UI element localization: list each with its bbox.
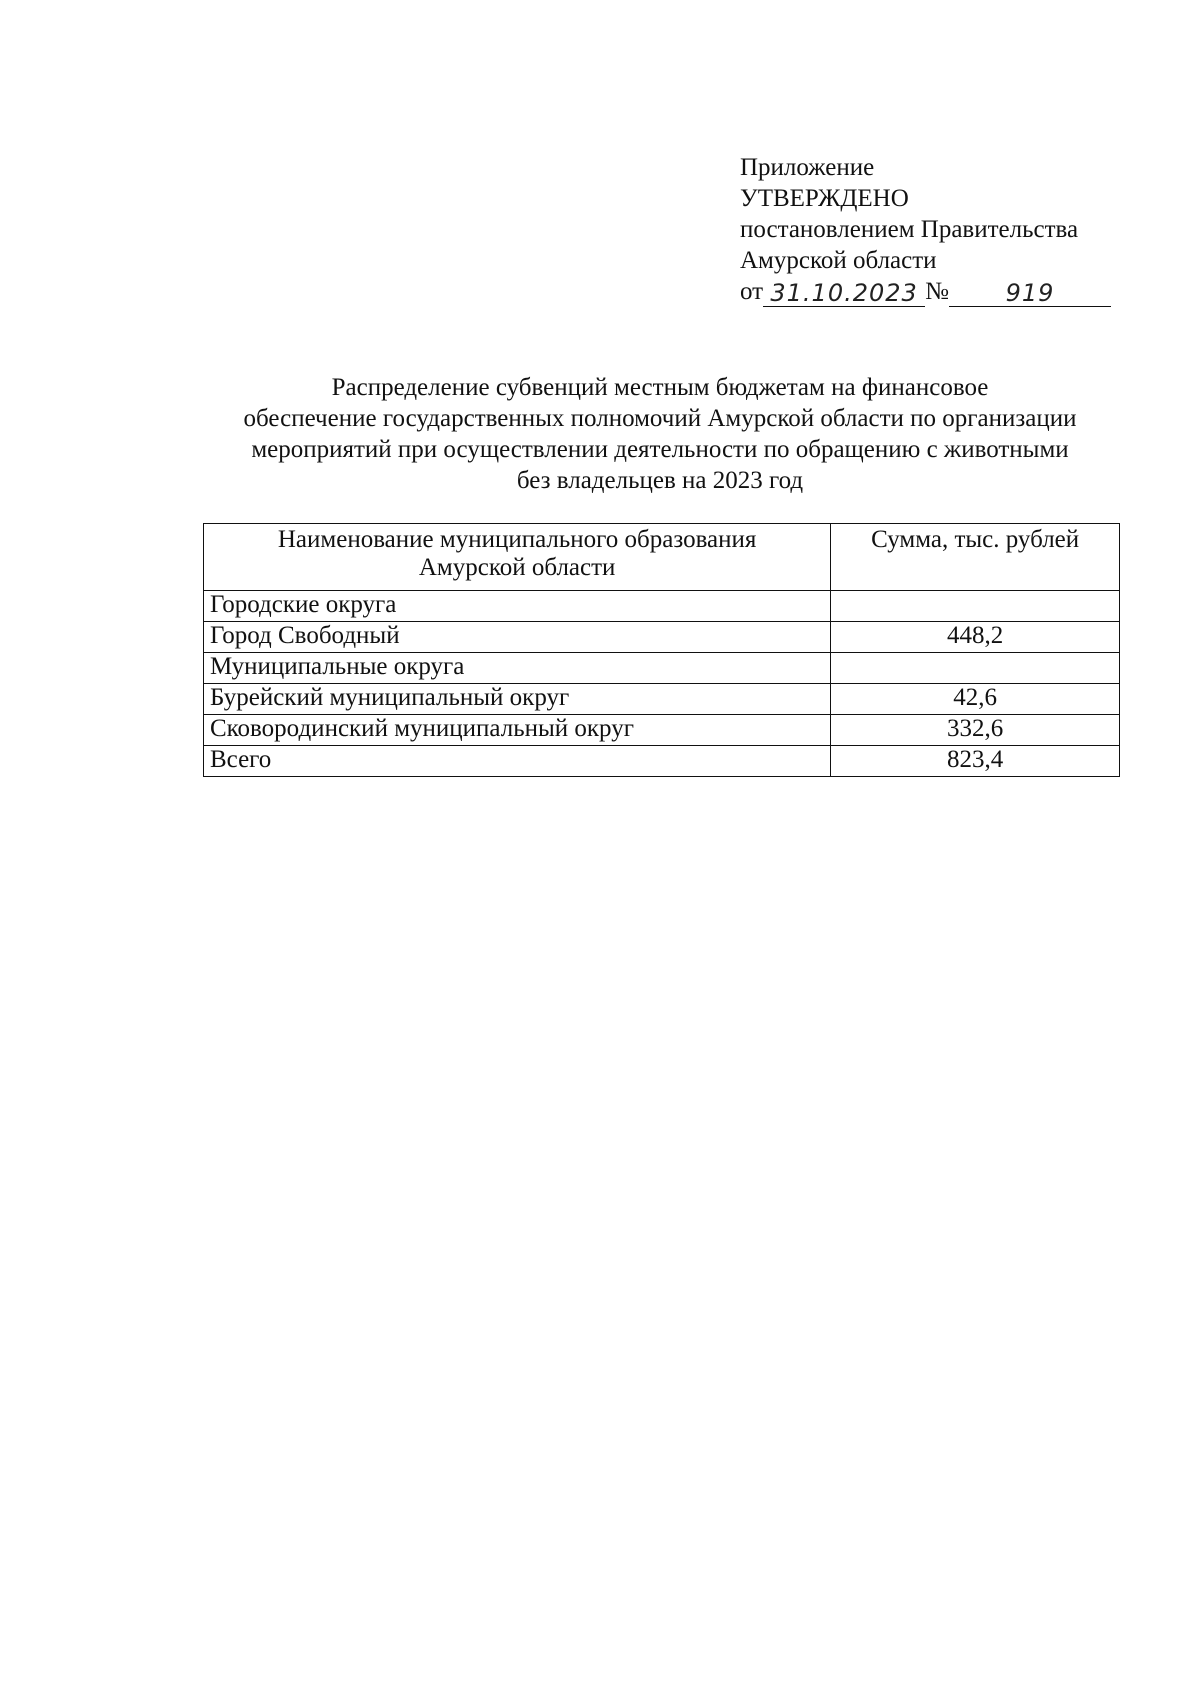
row-amount [831,653,1120,684]
header-amount: Сумма, тыс. рублей [831,524,1120,591]
row-name: Сковородинский муниципальный округ [204,715,831,746]
table-row [204,591,1120,622]
table-row [204,715,1120,746]
approval-appendix: Приложение [740,154,875,181]
row-amount: 42,6 [831,684,1120,715]
handwritten-date: 31.10.2023 [763,280,925,307]
row-name: Городские округа [204,591,831,622]
approval-approved: УТВЕРЖДЕНО [740,185,909,212]
approval-date-line [740,276,1120,307]
number-prefix: № [925,278,949,305]
table-row [204,622,1120,653]
date-prefix: от [740,278,764,305]
row-amount: 332,6 [831,715,1120,746]
row-amount: 823,4 [831,746,1120,777]
header-municipality-line: Наименование муниципального образования [277,526,757,553]
row-name: Город Свободный [204,622,831,653]
title-line: обеспечение государственных полномочий Амурской области по организации [243,405,1077,432]
row-name: Бурейский муниципальный округ [204,684,831,715]
row-amount [831,591,1120,622]
row-name: Муниципальные округа [204,653,831,684]
approval-region: Амурской области [740,247,937,274]
handwritten-number: 919 [949,280,1111,307]
title-line: Распределение субвенций местным бюджетам на финансовое [331,374,989,401]
table-header-row [204,524,1120,591]
table-row [204,684,1120,715]
table-row [204,653,1120,684]
header-municipality [204,524,831,591]
row-name: Всего [204,746,831,777]
distribution-table [203,523,1120,777]
header-municipality-line: Амурской области [418,554,616,581]
document-title [160,372,1160,496]
approval-resolution: постановлением Правительства [740,216,1079,243]
approval-block [740,152,1120,307]
title-line: мероприятий при осуществлении деятельности по обращению с животными [251,436,1069,463]
row-amount: 448,2 [831,622,1120,653]
table-row-total [204,746,1120,777]
title-line: без владельцев на 2023 год [516,467,804,494]
